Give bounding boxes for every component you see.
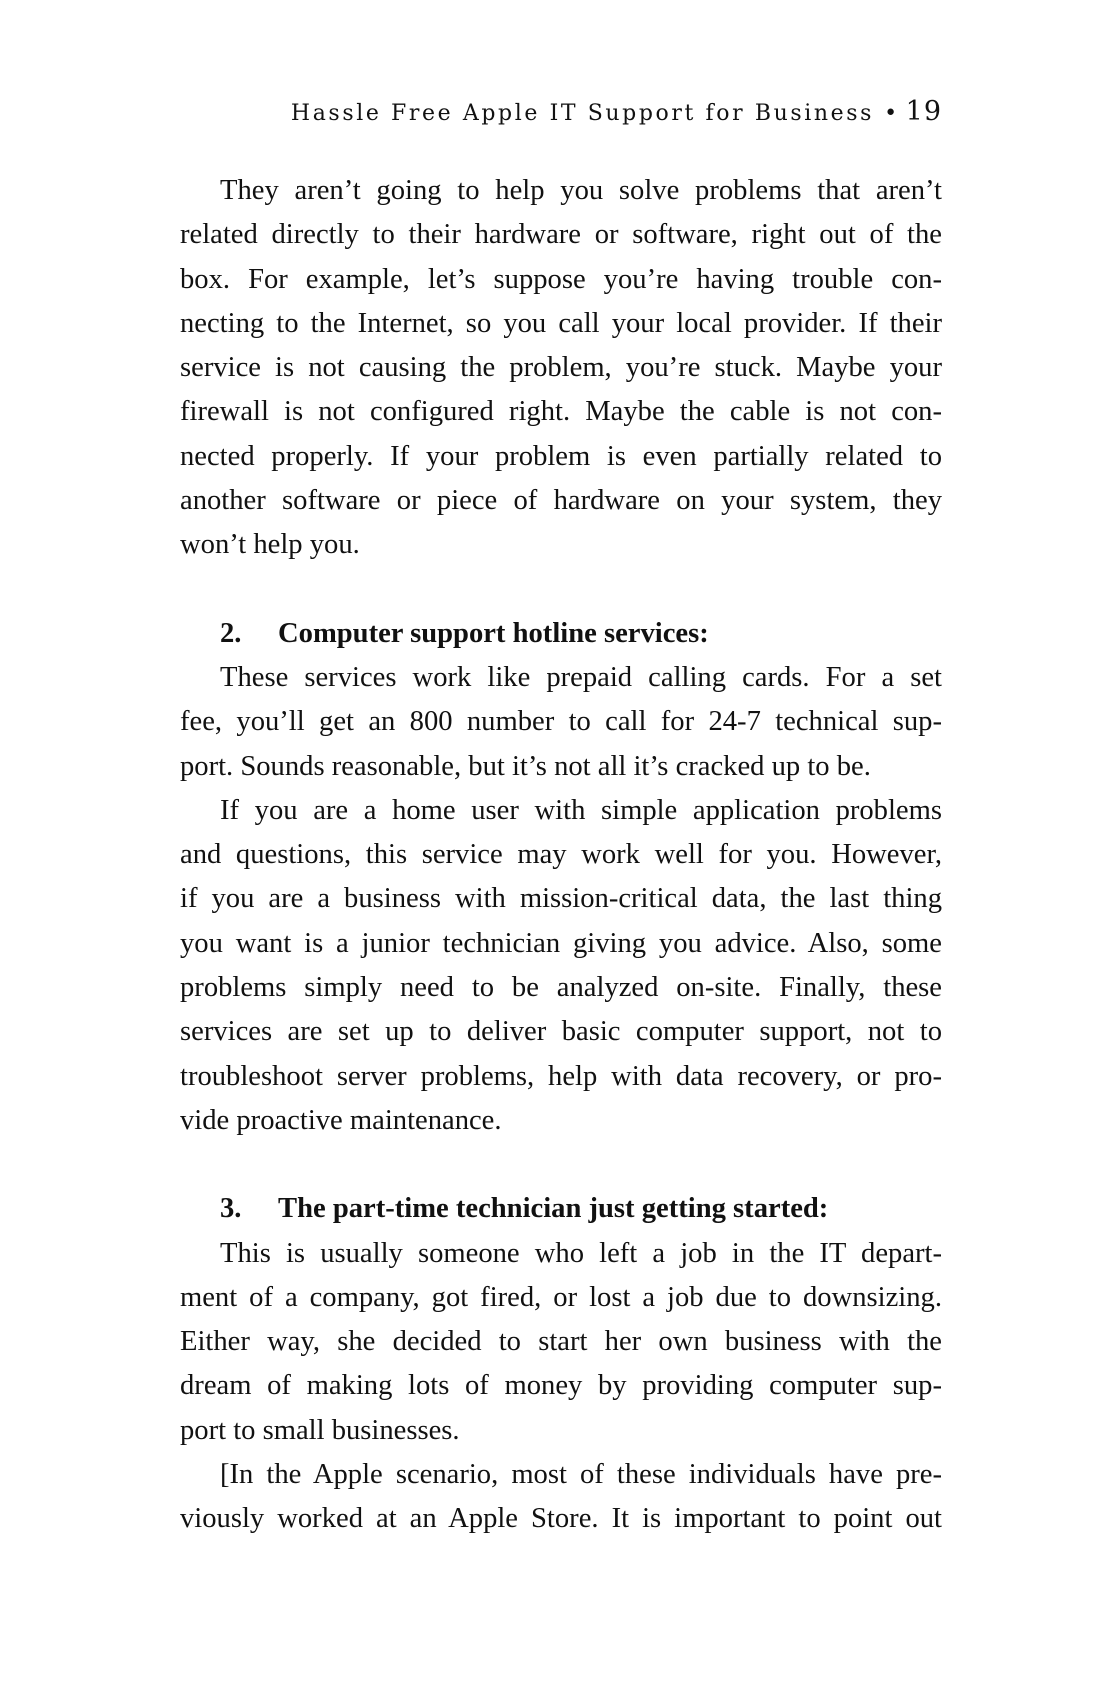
text-line: port to small businesses. (180, 1414, 460, 1446)
text-line: [In the Apple scenario, most of these individuals have pre- (220, 1459, 942, 1491)
paragraph-gap (180, 1143, 942, 1187)
text-line: troubleshoot server problems, help with data recovery, or pro- (180, 1060, 942, 1092)
text-line: services are set up to deliver basic computer support, not to (180, 1016, 942, 1048)
text-line: dream of making lots of money by providing computer sup- (180, 1370, 942, 1402)
section-2 (180, 612, 942, 1144)
text-line: another software or piece of hardware on your system, they (180, 485, 942, 517)
text-line: Either way, she decided to start her own business with the (180, 1326, 942, 1358)
paragraph-intro (180, 169, 942, 568)
text-line: necting to the Internet, so you call your local provider. If their (180, 307, 942, 339)
text-line: won’t help you. (180, 529, 360, 561)
text-line: vide proactive maintenance. (180, 1104, 502, 1136)
text-line: and questions, this service may work well for you. However, (180, 839, 942, 871)
text-line: you want is a junior technician giving you advice. Also, some (180, 927, 942, 959)
text-line: These services work like prepaid calling cards. For a set (220, 661, 942, 693)
text-line: if you are a business with mission-critical data, the last thing (180, 883, 942, 915)
text-line: If you are a home user with simple application problems (220, 794, 942, 826)
text-line: service is not causing the problem, you’re stuck. Maybe your (180, 352, 942, 384)
section-heading (180, 1187, 942, 1231)
running-header (180, 96, 942, 127)
text-line: This is usually someone who left a job in the IT depart- (220, 1237, 942, 1269)
page-body (180, 169, 942, 1542)
text-line: related directly to their hardware or software, right out of the (180, 219, 942, 251)
text-line: ment of a company, got fired, or lost a job due to downsizing. (180, 1281, 942, 1313)
section-3 (180, 1187, 942, 1541)
paragraph-gap (180, 568, 942, 612)
text-line: viously worked at an Apple Store. It is important to point out (180, 1503, 942, 1535)
section-number: 3. (220, 1193, 242, 1225)
section-title: Computer support hotline services: (278, 617, 709, 649)
section-title: The part-time technician just getting started: (278, 1193, 829, 1225)
text-line: fee, you’ll get an 800 number to call for 24-7 technical sup- (180, 706, 942, 738)
text-line: They aren’t going to help you solve problems that aren’t (220, 175, 942, 206)
text-line: port. Sounds reasonable, but it’s not all it’s cracked up to be. (180, 750, 871, 782)
page-number: 19 (905, 96, 942, 127)
running-title: Hassle Free Apple IT Support for Business (290, 101, 875, 126)
text-line: firewall is not configured right. Maybe the cable is not con- (180, 396, 942, 428)
section-number: 2. (220, 617, 242, 649)
section-heading (180, 612, 942, 656)
text-line: nected properly. If your problem is even partially related to (180, 440, 942, 472)
text-line: box. For example, let’s suppose you’re having trouble con- (180, 263, 942, 295)
text-line: problems simply need to be analyzed on-site. Finally, these (180, 972, 942, 1004)
header-separator: • (884, 101, 900, 126)
